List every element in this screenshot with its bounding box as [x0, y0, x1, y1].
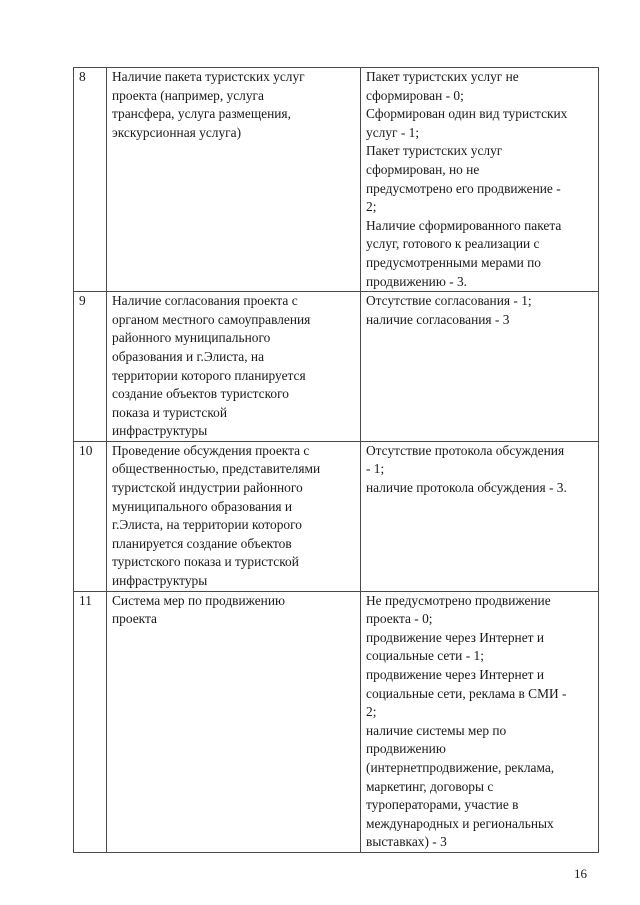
criterion-cell — [107, 591, 361, 852]
criterion-line: проекта — [112, 611, 157, 627]
scoring-line: услуг, готового к реализации с — [366, 236, 540, 252]
scoring-line: - 1; — [366, 461, 385, 477]
scoring-line: Не предусмотрено продвижение — [366, 592, 551, 608]
scoring-line: Сформирован один вид туристских — [366, 106, 568, 122]
criterion-line: создание объектов туристского — [112, 386, 289, 402]
row-number: 11 — [74, 591, 107, 852]
scoring-line: проекта - 0; — [366, 611, 433, 627]
criterion-line: трансфера, услуга размещения, — [112, 106, 291, 122]
criterion-line: показа и туристской — [112, 404, 228, 420]
table-row — [74, 441, 599, 591]
criteria-table-body — [74, 68, 599, 853]
scoring-line: Отсутствие согласования - 1; — [366, 293, 532, 309]
criterion-cell — [107, 441, 361, 591]
page-number: 16 — [574, 866, 587, 881]
scoring-line: 2; — [366, 704, 377, 720]
criterion-line: образования и г.Элиста, на — [112, 348, 265, 364]
criterion-line: общественностью, представителями — [112, 461, 321, 477]
scoring-line: Пакет туристских услуг — [366, 143, 503, 159]
scoring-line: международных и региональных — [366, 815, 554, 831]
row-number: 10 — [74, 441, 107, 591]
criterion-line: территории которого планируется — [112, 367, 306, 383]
scoring-line: продвижению - 3. — [366, 273, 468, 289]
scoring-line: сформирован - 0; — [366, 87, 464, 103]
scoring-line: Отсутствие протокола обсуждения — [366, 442, 565, 458]
table-row — [74, 68, 599, 292]
scoring-line: выставках) - 3 — [366, 834, 447, 850]
scoring-cell — [361, 68, 599, 292]
scoring-line: сформирован, но не — [366, 161, 480, 177]
criterion-line: Наличие пакета туристских услуг — [112, 69, 305, 84]
criterion-line: Проведение обсуждения проекта с — [112, 442, 310, 458]
criterion-cell — [107, 292, 361, 442]
scoring-line: Пакет туристских услуг не — [366, 69, 519, 84]
criterion-line: Наличие согласования проекта с — [112, 293, 298, 309]
table-row — [74, 591, 599, 852]
row-number: 8 — [74, 68, 107, 292]
criterion-line: экскурсионная услуга) — [112, 124, 242, 140]
scoring-line: предусмотренными мерами по — [366, 254, 541, 270]
scoring-line: социальные сети - 1; — [366, 648, 484, 664]
scoring-cell — [361, 292, 599, 442]
criterion-line: г.Элиста, на территории которого — [112, 517, 302, 533]
scoring-line: социальные сети, реклама в СМИ - — [366, 685, 567, 701]
criteria-table — [73, 67, 599, 853]
criterion-line: инфраструктуры — [112, 573, 208, 589]
row-number: 9 — [74, 292, 107, 442]
scoring-line: наличие системы мер по — [366, 722, 507, 738]
scoring-line: продвижение через Интернет и — [366, 667, 545, 682]
scoring-line: (интернетпродвижение, реклама, — [366, 759, 555, 775]
criterion-line: инфраструктуры — [112, 423, 208, 439]
scoring-line: продвижению — [366, 741, 446, 757]
scoring-line: наличие протокола обсуждения - 3. — [366, 480, 567, 496]
scoring-line: предусмотрено его продвижение - — [366, 180, 561, 196]
criterion-line: туристского показа и туристской — [112, 554, 299, 570]
criterion-line: муниципального образования и — [112, 498, 293, 514]
criterion-cell — [107, 68, 361, 292]
criterion-line: планируется создание объектов — [112, 535, 292, 551]
criterion-line: органом местного самоуправления — [112, 311, 311, 327]
criterion-line: проекта (например, услуга — [112, 87, 264, 103]
criterion-line: туристской индустрии районного — [112, 480, 303, 496]
scoring-line: услуг - 1; — [366, 124, 420, 140]
scoring-line: продвижение через Интернет и — [366, 629, 545, 645]
scoring-line: наличие согласования - 3 — [366, 311, 510, 327]
scoring-line: Наличие сформированного пакета — [366, 217, 562, 233]
scoring-cell — [361, 591, 599, 852]
criterion-line: районного муниципального — [112, 330, 271, 346]
scoring-line: туроператорами, участие в — [366, 797, 519, 813]
criterion-line: Система мер по продвижению — [112, 592, 286, 608]
scoring-line: 2; — [366, 199, 377, 215]
scoring-cell — [361, 441, 599, 591]
scoring-line: маркетинг, договоры с — [366, 778, 494, 794]
table-row — [74, 292, 599, 442]
